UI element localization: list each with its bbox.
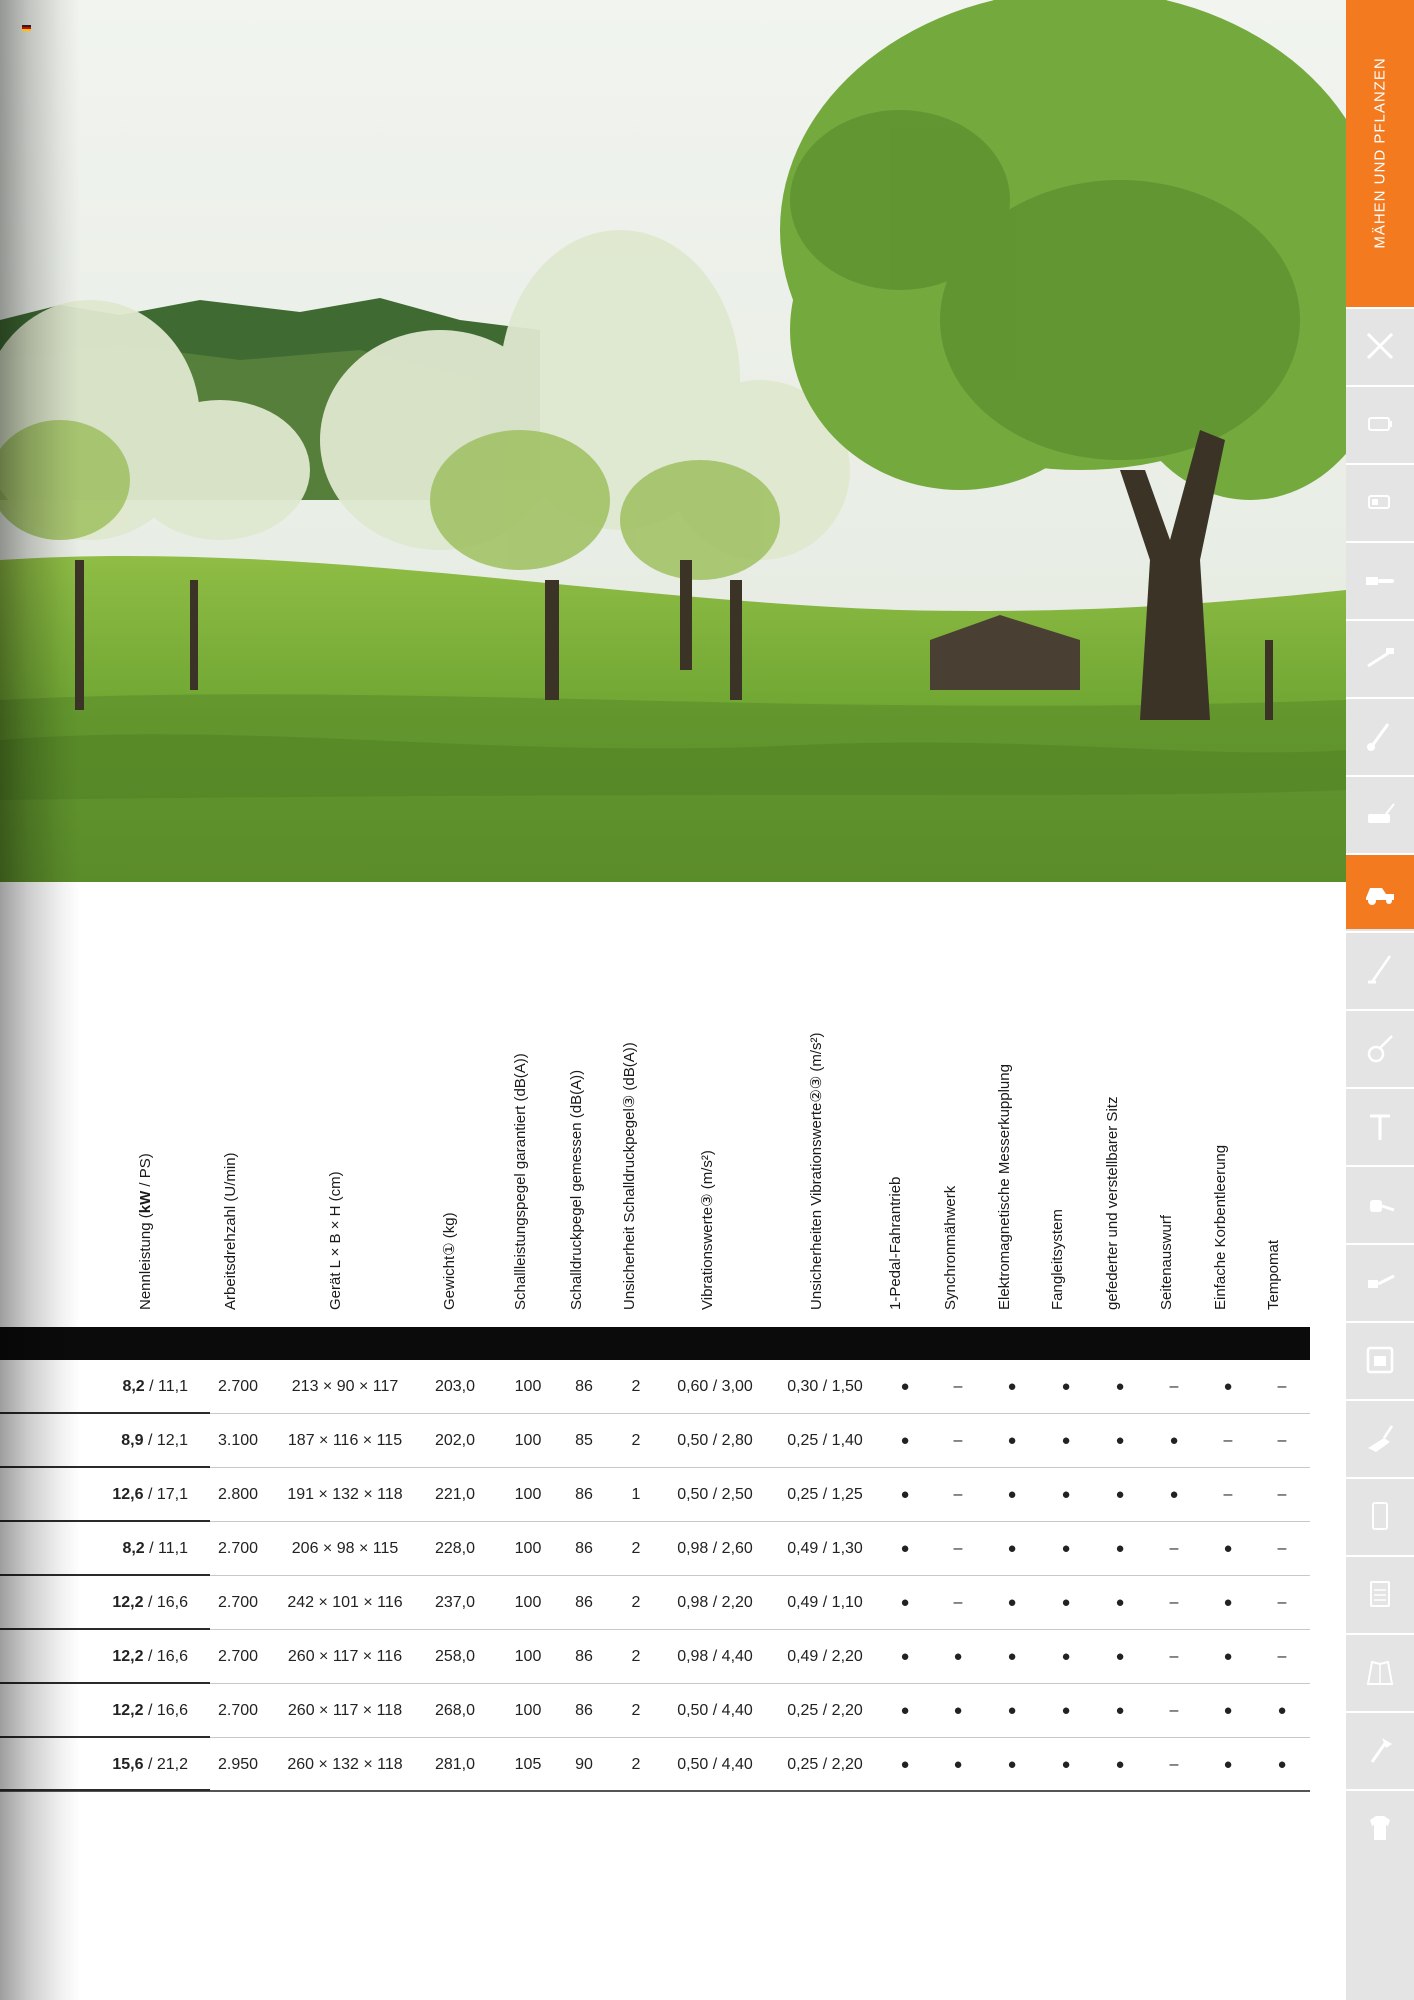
cell-vib: 0,98 / 2,60 (677, 1540, 753, 1557)
cell-f4: ● (1061, 1702, 1071, 1719)
cell-vib-unc: 0,25 / 1,25 (787, 1486, 863, 1503)
table-row (0, 1522, 1310, 1576)
sidebar-tab-axe[interactable] (1346, 1711, 1414, 1787)
cell-f5: ● (1115, 1648, 1125, 1665)
cell-unc: 2 (631, 1702, 641, 1719)
cell-weight: 268,0 (434, 1702, 476, 1719)
cell-f2: ● (953, 1756, 963, 1773)
pole-pruner-icon (1360, 638, 1400, 678)
cell-f5: ● (1115, 1378, 1125, 1395)
cell-vib: 0,50 / 4,40 (677, 1702, 753, 1719)
cell-f3: ● (1007, 1648, 1017, 1665)
cell-f1: ● (900, 1486, 910, 1503)
cell-dims: 213 × 90 × 117 (291, 1378, 399, 1395)
cell-lwa: 100 (514, 1702, 542, 1719)
sidebar-tab-robot-mower[interactable] (1346, 1321, 1414, 1397)
sidebar-tab-chainsaw[interactable] (1346, 541, 1414, 617)
smartphone-icon (1360, 1496, 1400, 1536)
column-header: Fangleitsystem (1049, 1209, 1066, 1310)
jacket-icon (1360, 1652, 1400, 1692)
cell-f8: ● (1277, 1702, 1287, 1719)
column-header: Nennleistung (kW / PS) (137, 1153, 154, 1310)
cell-f6: ● (1169, 1432, 1179, 1449)
cell-f3: ● (1007, 1486, 1017, 1503)
cell-f6: – (1169, 1756, 1179, 1773)
tools-icon (1360, 326, 1400, 366)
cell-f2: – (953, 1486, 963, 1503)
cell-f8: – (1277, 1594, 1287, 1611)
cell-dims: 242 × 101 × 116 (287, 1594, 403, 1611)
chapter-title: MÄHEN UND PFLANZEN (1371, 57, 1389, 249)
row-divider (0, 1790, 1310, 1792)
cell-f4: ● (1061, 1756, 1071, 1773)
blower-icon (1360, 1184, 1400, 1224)
cell-f1: ● (900, 1378, 910, 1395)
cell-vib: 0,50 / 4,40 (677, 1756, 753, 1773)
cell-vib-unc: 0,25 / 2,20 (787, 1702, 863, 1719)
cell-f6: – (1169, 1648, 1179, 1665)
cell-unc: 1 (631, 1486, 641, 1503)
cell-lwa: 100 (514, 1378, 542, 1395)
cell-f7: ● (1223, 1648, 1233, 1665)
cell-rpm: 2.700 (217, 1702, 259, 1719)
cell-lwa: 100 (514, 1540, 542, 1557)
column-header: Tempomat (1265, 1239, 1282, 1310)
cell-unc: 2 (631, 1594, 641, 1611)
cell-lwa: 105 (514, 1756, 542, 1773)
column-header: Schalldruckpegel gemessen (dB(A)) (568, 1069, 585, 1310)
orchard-photo (0, 0, 1346, 882)
cell-vib: 0,50 / 2,80 (677, 1432, 753, 1449)
cell-f7: ● (1223, 1756, 1233, 1773)
sidebar-tab-lawn-mower[interactable] (1346, 775, 1414, 851)
table-row (0, 1414, 1310, 1468)
sidebar-tab-blower[interactable] (1346, 1165, 1414, 1241)
trimmer-icon (1360, 950, 1400, 990)
battery-icon (1360, 404, 1400, 444)
sidebar-tab-trimmer[interactable] (1346, 931, 1414, 1007)
sidebar-tab-earth-auger[interactable] (1346, 1087, 1414, 1163)
column-header: gefederter und verstellbarer Sitz (1104, 1096, 1121, 1310)
cell-f5: ● (1115, 1486, 1125, 1503)
table-header-bar (0, 1327, 1310, 1360)
cell-f2: ● (953, 1702, 963, 1719)
table-row (0, 1576, 1310, 1630)
cell-dims: 260 × 117 × 118 (287, 1702, 403, 1719)
cell-unc: 2 (631, 1648, 641, 1665)
cell-unc: 2 (631, 1540, 641, 1557)
earth-auger-icon (1360, 1106, 1400, 1146)
cell-f3: ● (1007, 1594, 1017, 1611)
cell-f2: ● (953, 1648, 963, 1665)
cell-rpm: 2.700 (217, 1648, 259, 1665)
power-cell: 15,6 / 21,2 (112, 1756, 188, 1773)
cell-rpm: 2.800 (217, 1486, 259, 1503)
chapter-sidebar (1346, 0, 1414, 2000)
column-header: Schallleistungspegel garantiert (dB(A)) (512, 1053, 529, 1310)
column-header: Einfache Korbentleerung (1212, 1144, 1229, 1310)
column-header: 1-Pedal-Fahrantrieb (887, 1176, 904, 1310)
cell-f4: ● (1061, 1378, 1071, 1395)
cell-vib-unc: 0,49 / 1,10 (787, 1594, 863, 1611)
cell-f6: – (1169, 1594, 1179, 1611)
cell-unc: 2 (631, 1378, 641, 1395)
cell-f3: ● (1007, 1378, 1017, 1395)
sidebar-tab-ride-on-mower[interactable] (1346, 853, 1414, 929)
cell-dims: 187 × 116 × 115 (287, 1432, 403, 1449)
cell-f8: – (1277, 1432, 1287, 1449)
cell-f4: ● (1061, 1432, 1071, 1449)
cell-f8: – (1277, 1486, 1287, 1503)
cell-weight: 228,0 (434, 1540, 476, 1557)
cell-f7: ● (1223, 1378, 1233, 1395)
cell-vib-unc: 0,49 / 1,30 (787, 1540, 863, 1557)
axe-icon (1360, 1730, 1400, 1770)
cell-vib: 0,98 / 4,40 (677, 1648, 753, 1665)
cell-vib: 0,50 / 2,50 (677, 1486, 753, 1503)
cell-weight: 281,0 (434, 1756, 476, 1773)
cell-f4: ● (1061, 1486, 1071, 1503)
table-row (0, 1630, 1310, 1684)
column-header: Synchronmähwerk (942, 1185, 959, 1310)
cell-f5: ● (1115, 1432, 1125, 1449)
power-cell: 8,2 / 11,1 (122, 1378, 188, 1395)
cell-f1: ● (900, 1540, 910, 1557)
table-row (0, 1738, 1310, 1792)
cell-lpa: 86 (575, 1486, 593, 1503)
power-cell: 12,6 / 17,1 (112, 1486, 188, 1503)
cell-dims: 191 × 132 × 118 (287, 1486, 403, 1503)
battery-pack-icon (1360, 482, 1400, 522)
sidebar-tab-brushcutter[interactable] (1346, 697, 1414, 773)
sidebar-tab-smartphone[interactable] (1346, 1477, 1414, 1553)
cell-rpm: 2.950 (217, 1756, 259, 1773)
cell-f4: ● (1061, 1648, 1071, 1665)
cell-f3: ● (1007, 1756, 1017, 1773)
cell-vib-unc: 0,25 / 2,20 (787, 1756, 863, 1773)
cell-vib-unc: 0,49 / 2,20 (787, 1648, 863, 1665)
power-cell: 12,2 / 16,6 (112, 1648, 188, 1665)
cell-f1: ● (900, 1594, 910, 1611)
cell-lwa: 100 (514, 1648, 542, 1665)
cell-lwa: 100 (514, 1486, 542, 1503)
cell-f1: ● (900, 1432, 910, 1449)
column-header: Gewicht① (kg) (441, 1212, 458, 1310)
tiller-icon (1360, 1028, 1400, 1068)
brushcutter-icon (1360, 716, 1400, 756)
cell-dims: 260 × 132 × 118 (287, 1756, 403, 1773)
sidebar-tab-jacket[interactable] (1346, 1633, 1414, 1709)
cell-f3: ● (1007, 1540, 1017, 1557)
cell-f2: – (953, 1540, 963, 1557)
cell-f6: – (1169, 1540, 1179, 1557)
scarifier-icon (1360, 1418, 1400, 1458)
cell-unc: 2 (631, 1756, 641, 1773)
cell-f8: – (1277, 1540, 1287, 1557)
cell-weight: 258,0 (434, 1648, 476, 1665)
sidebar-tab-tools[interactable] (1346, 307, 1414, 383)
sidebar-tab-tiller[interactable] (1346, 1009, 1414, 1085)
cell-vib: 0,98 / 2,20 (677, 1594, 753, 1611)
column-header: Elektromagnetische Messerkupplung (996, 1064, 1013, 1310)
sidebar-tab-scarifier[interactable] (1346, 1399, 1414, 1475)
cell-weight: 221,0 (434, 1486, 476, 1503)
cell-f7: ● (1223, 1540, 1233, 1557)
cell-f1: ● (900, 1756, 910, 1773)
cell-f1: ● (900, 1702, 910, 1719)
chapter-header (1346, 0, 1414, 307)
cell-f2: – (953, 1432, 963, 1449)
cell-lpa: 86 (575, 1378, 593, 1395)
cell-lpa: 86 (575, 1648, 593, 1665)
sidebar-tab-pole-pruner[interactable] (1346, 619, 1414, 695)
cell-lpa: 86 (575, 1594, 593, 1611)
table-row (0, 1684, 1310, 1738)
power-cell: 8,2 / 11,1 (122, 1540, 188, 1557)
column-header: Arbeitsdrehzahl (U/min) (222, 1152, 239, 1310)
power-cell: 12,2 / 16,6 (112, 1594, 188, 1611)
cell-f6: ● (1169, 1486, 1179, 1503)
cell-f6: – (1169, 1378, 1179, 1395)
lawn-mower-icon (1360, 794, 1400, 834)
shirt-icon (1360, 1808, 1400, 1848)
cell-f1: ● (900, 1648, 910, 1665)
cell-dims: 206 × 98 × 115 (291, 1540, 399, 1557)
cell-f2: – (953, 1378, 963, 1395)
cell-rpm: 3.100 (217, 1432, 259, 1449)
column-header: Seitenauswurf (1158, 1214, 1175, 1310)
cell-rpm: 2.700 (217, 1378, 259, 1395)
sidebar-tab-battery-pack[interactable] (1346, 463, 1414, 539)
cell-rpm: 2.700 (217, 1594, 259, 1611)
table-row (0, 1468, 1310, 1522)
cell-weight: 237,0 (434, 1594, 476, 1611)
cell-vib-unc: 0,25 / 1,40 (787, 1432, 863, 1449)
cell-f4: ● (1061, 1594, 1071, 1611)
cell-lwa: 100 (514, 1432, 542, 1449)
cell-f5: ● (1115, 1702, 1125, 1719)
cell-f8: – (1277, 1648, 1287, 1665)
chainsaw-icon (1360, 560, 1400, 600)
cell-f3: ● (1007, 1432, 1017, 1449)
cell-f5: ● (1115, 1594, 1125, 1611)
cell-lpa: 86 (575, 1540, 593, 1557)
cell-f2: – (953, 1594, 963, 1611)
cell-f5: ● (1115, 1756, 1125, 1773)
cell-lpa: 86 (575, 1702, 593, 1719)
cell-lwa: 100 (514, 1594, 542, 1611)
hedge-trimmer-icon (1360, 1262, 1400, 1302)
sidebar-tab-shirt[interactable] (1346, 1789, 1414, 1865)
cell-vib-unc: 0,30 / 1,50 (787, 1378, 863, 1395)
cell-f7: – (1223, 1486, 1233, 1503)
cell-dims: 260 × 117 × 116 (287, 1648, 403, 1665)
cell-lpa: 90 (575, 1756, 593, 1773)
cell-f3: ● (1007, 1702, 1017, 1719)
cell-f6: – (1169, 1702, 1179, 1719)
cell-vib: 0,60 / 3,00 (677, 1378, 753, 1395)
ride-on-mower-icon (1360, 872, 1400, 912)
column-header: Vibrationswerte③ (m/s²) (699, 1150, 716, 1310)
cell-f7: ● (1223, 1702, 1233, 1719)
cell-f5: ● (1115, 1540, 1125, 1557)
power-cell: 12,2 / 16,6 (112, 1702, 188, 1719)
power-cell: 8,9 / 12,1 (121, 1432, 188, 1449)
cell-f8: – (1277, 1378, 1287, 1395)
table-row (0, 1360, 1310, 1414)
sidebar-tab-hedge-trimmer[interactable] (1346, 1243, 1414, 1319)
column-header: Unsicherheiten Vibrationswerte②③ (m/s²) (808, 1032, 825, 1310)
cell-rpm: 2.700 (217, 1540, 259, 1557)
cell-weight: 203,0 (434, 1378, 476, 1395)
cell-f4: ● (1061, 1540, 1071, 1557)
robot-mower-icon (1360, 1340, 1400, 1380)
notebook-icon (1360, 1574, 1400, 1614)
german-flag-icon (22, 25, 31, 31)
column-header: Unsicherheit Schalldruckpegel③ (dB(A)) (621, 1042, 638, 1310)
cell-f7: – (1223, 1432, 1233, 1449)
sidebar-tab-notebook[interactable] (1346, 1555, 1414, 1631)
table-header (0, 820, 1310, 1310)
cell-weight: 202,0 (434, 1432, 476, 1449)
sidebar-tab-battery[interactable] (1346, 385, 1414, 461)
cell-f8: ● (1277, 1756, 1287, 1773)
cell-lpa: 85 (575, 1432, 593, 1449)
cell-unc: 2 (631, 1432, 641, 1449)
column-header: Gerät L × B × H (cm) (327, 1171, 344, 1310)
cell-f7: ● (1223, 1594, 1233, 1611)
